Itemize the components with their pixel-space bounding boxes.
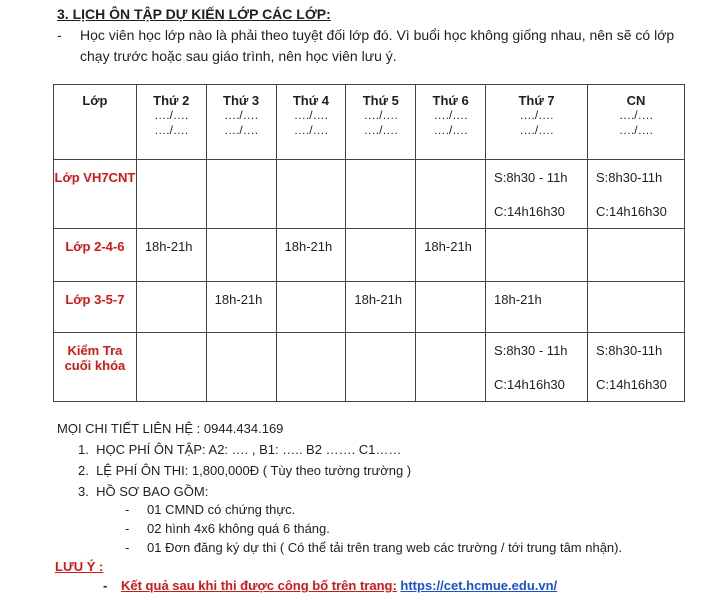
row-name-cell: Lớp 3-5-7 — [54, 282, 137, 332]
date-placeholder: …./…. — [293, 108, 328, 122]
date-placeholder: …./…. — [618, 123, 653, 137]
header-label: Lớp — [82, 93, 108, 108]
date-placeholder: …./…. — [154, 123, 189, 137]
header-cell — [587, 85, 684, 160]
date-placeholder: …./…. — [224, 108, 259, 122]
doc-text: 01 Đơn đăng ký dự thi ( Có thể tải trên trang web các trường / tới trung tâm nhận). — [147, 540, 623, 555]
table-row — [54, 159, 685, 228]
table-cell — [136, 332, 206, 401]
result-line: - Kết quả sau khi thi được công bố trên trang: https://cet.hcmue.edu.vn/ — [103, 578, 558, 593]
cell-line: C:14h16h30 — [494, 376, 565, 392]
cell-line: C:14h16h30 — [595, 203, 667, 219]
table-cell: 18h-21h — [206, 282, 276, 332]
doc-text: 02 hình 4x6 không quá 6 tháng. — [147, 521, 330, 536]
table-cell — [276, 159, 346, 228]
date-placeholder: …./…. — [519, 123, 554, 137]
header-cell — [416, 85, 486, 160]
header-cell — [486, 85, 588, 160]
header-cell — [346, 85, 416, 160]
table-cell: 18h-21h — [486, 282, 588, 332]
cell-line: S:8h30 - 11h — [494, 169, 568, 185]
table-cell: 18h-21h — [416, 228, 486, 282]
list-item — [78, 463, 411, 478]
cell-line: C:14h16h30 — [595, 376, 667, 392]
header-cell — [276, 85, 346, 160]
item-number: 2. — [78, 463, 89, 478]
table-cell — [416, 332, 486, 401]
table-cell — [136, 159, 206, 228]
table-cell — [346, 159, 416, 228]
table-cell — [276, 332, 346, 401]
result-link[interactable]: https://cet.hcmue.edu.vn/ — [400, 578, 558, 593]
date-placeholder: …./…. — [618, 108, 653, 122]
table-cell: 18h-21h — [136, 228, 206, 282]
table-cell — [276, 282, 346, 332]
cell-line: S:8h30-11h — [595, 342, 663, 358]
table-row — [54, 332, 685, 401]
cell-line: S:8h30-11h — [595, 169, 663, 185]
note-dash: - — [57, 27, 62, 43]
cell-line: S:8h30 - 11h — [494, 342, 568, 358]
header-label: Thứ 7 — [518, 93, 555, 108]
cell-line: C:14h16h30 — [494, 203, 565, 219]
table-cell: 18h-21h — [276, 228, 346, 282]
table-cell — [486, 228, 588, 282]
intro-note — [57, 25, 697, 67]
header-label: CN — [626, 93, 646, 108]
list-item — [78, 484, 208, 499]
note-label: LƯU Ý : — [55, 559, 104, 574]
header-cell — [54, 85, 137, 160]
table-cell — [587, 282, 684, 332]
date-placeholder: …./…. — [363, 123, 398, 137]
table-cell — [206, 228, 276, 282]
table-cell — [486, 332, 588, 401]
table-cell — [416, 159, 486, 228]
table-row — [54, 282, 685, 332]
date-placeholder: …./…. — [519, 108, 554, 122]
table-cell — [206, 332, 276, 401]
table-cell: 18h-21h — [346, 282, 416, 332]
table-cell — [416, 282, 486, 332]
header-label: Thứ 4 — [292, 93, 329, 108]
result-text: Kết quả sau khi thi được công bố trên trang: — [121, 578, 397, 593]
table-cell — [206, 159, 276, 228]
date-placeholder: …./…. — [363, 108, 398, 122]
table-row — [54, 228, 685, 282]
doc-item: - 01 Đơn đăng ký dự thi ( Có thể tải trên trang web các trường / tới trung tâm nhận). — [125, 540, 623, 555]
row-name-cell: Lớp 2-4-6 — [54, 228, 137, 282]
date-placeholder: …./…. — [433, 108, 468, 122]
row-name-cell: Kiểm Tra cuối khóa — [54, 332, 137, 401]
item-number: 3. — [78, 484, 89, 499]
table-cell — [587, 159, 684, 228]
contact-line: MỌI CHI TIẾT LIÊN HỆ : 0944.434.169 — [57, 421, 284, 436]
table-cell — [346, 332, 416, 401]
doc-text: 01 CMND có chứng thực. — [147, 502, 296, 517]
item-text: HỒ SƠ BAO GỒM: — [96, 484, 209, 499]
table-cell — [587, 228, 684, 282]
item-text: LỆ PHÍ ÔN THI: 1,800,000Đ ( Tùy theo tường trường ) — [96, 463, 412, 478]
header-cell — [136, 85, 206, 160]
header-label: Thứ 3 — [223, 93, 260, 108]
table-header-row — [54, 85, 685, 160]
header-label: Thứ 2 — [153, 93, 190, 108]
doc-item: - 01 CMND có chứng thực. — [125, 502, 296, 517]
date-placeholder: …./…. — [224, 123, 259, 137]
row-name-cell: Lớp VH7CNT — [54, 159, 137, 228]
table-cell — [136, 282, 206, 332]
header-label: Thứ 6 — [432, 93, 469, 108]
doc-item: - 02 hình 4x6 không quá 6 tháng. — [125, 521, 330, 536]
header-cell — [206, 85, 276, 160]
list-item — [78, 442, 401, 457]
section-heading: 3. LỊCH ÔN TẬP DỰ KIẾN LỚP CÁC LỚP: — [57, 6, 331, 22]
table-cell — [486, 159, 588, 228]
item-text: HỌC PHÍ ÔN TẬP: A2: …. , B1: ….. B2 ……. C1…… — [96, 442, 402, 457]
date-placeholder: …./…. — [433, 123, 468, 137]
date-placeholder: …./…. — [293, 123, 328, 137]
table-cell — [587, 332, 684, 401]
date-placeholder: …./…. — [154, 108, 189, 122]
item-number: 1. — [78, 442, 89, 457]
header-label: Thứ 5 — [362, 93, 399, 108]
note-text: Học viên học lớp nào là phải theo tuyệt đối lớp đó. Vì buổi học không giống nhau, nên sẽ có lớp chạy trước hoặc sau giáo trình, nên học viên lưu ý. — [80, 27, 675, 64]
table-cell — [346, 228, 416, 282]
schedule-table — [53, 84, 685, 402]
